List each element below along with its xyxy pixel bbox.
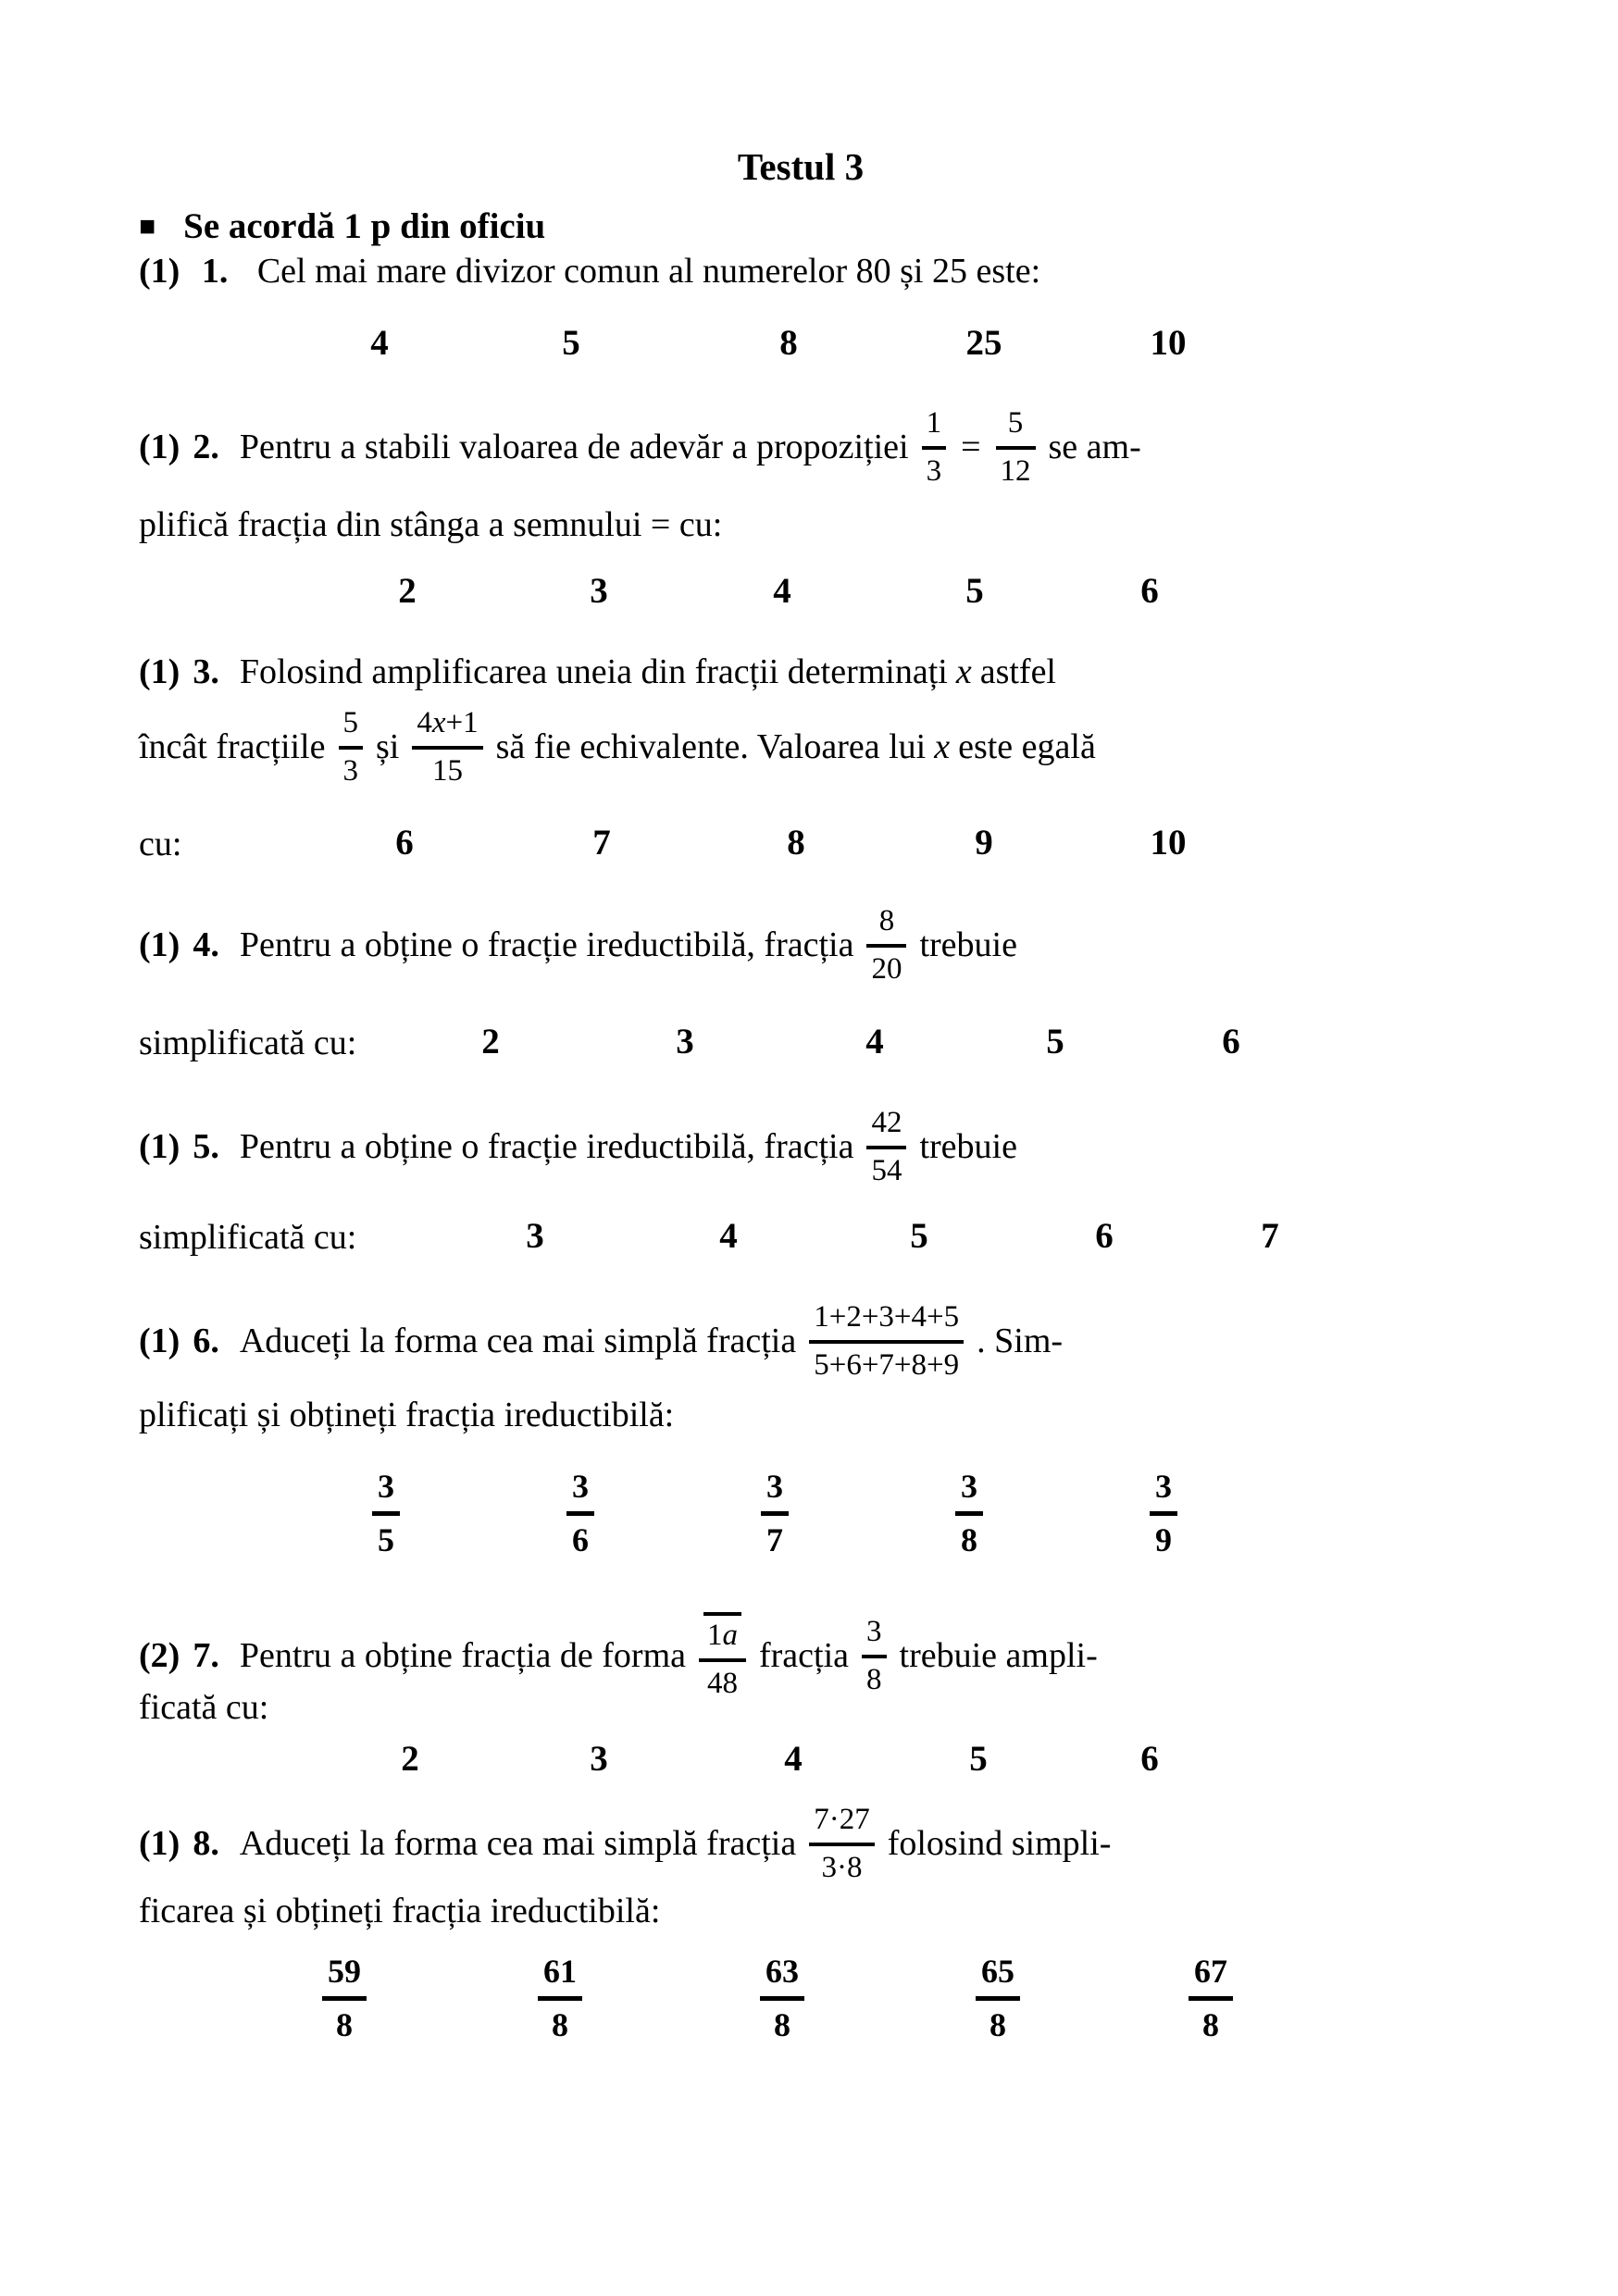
answer-option: 10 [1150, 323, 1187, 363]
answer-option: 5 [562, 323, 580, 363]
question-6-number: 6. [193, 1322, 219, 1361]
question-5-number: 5. [193, 1127, 219, 1167]
question-6-text-after: . Sim- [977, 1322, 1064, 1361]
question-1-text: Cel mai mare divizor comun al numerelor 80 și 25 este: [256, 252, 1041, 291]
answer-option: 2 [398, 571, 417, 611]
equals-sign: = [961, 428, 981, 467]
fraction-8-over-20: $\frac{8}{20}$ [866, 904, 906, 987]
question-1-options [0, 322, 1618, 378]
question-2-text-after: se am- [1048, 428, 1141, 467]
answer-option [761, 1468, 789, 1560]
question-3-points: (1) [139, 652, 180, 692]
fraction-42-over-54: $\frac{42}{54}$ [866, 1106, 906, 1189]
question-4-points: (1) [139, 925, 180, 965]
question-5-points: (1) [139, 1127, 180, 1167]
answer-option: 7 [592, 823, 611, 863]
answer-option: 8 [787, 823, 805, 863]
fraction-3-over-8: $\frac{3}{8}$ [862, 1615, 887, 1698]
answer-option: 6 [1140, 571, 1159, 611]
question-8-options [0, 1953, 1618, 2056]
fraction-1-over-3: $\frac{1}{3}$ [922, 406, 947, 490]
overline-1a: 1a [703, 1612, 741, 1654]
answer-option [322, 1953, 367, 2045]
question-3-line2-start: încât fracțiile [139, 727, 326, 767]
question-7-line-2: ficată cu: [139, 1688, 269, 1727]
question-8-text-after: folosind simpli- [887, 1824, 1112, 1864]
answer-option: 5 [969, 1739, 988, 1779]
question-2-options [0, 570, 1618, 626]
answer-option: 4 [370, 323, 389, 363]
question-6-line-2: plificați și obțineți fracția ireductibilă: [139, 1396, 675, 1434]
question-3-line-1 [139, 650, 1618, 696]
question-5-line-1 [139, 1098, 1618, 1198]
answer-option: 6 [1140, 1739, 1159, 1779]
question-4-options [0, 1021, 1618, 1076]
fraction-sum-over-sum: $\frac{1+2+3+4+5}{5+6+7+8+9}$ [809, 1300, 964, 1384]
question-4-text-after: trebuie [919, 925, 1017, 965]
question-8-text-before: Aduceți la forma cea mai simplă fracția [239, 1824, 797, 1864]
question-1-line-1 [139, 250, 1618, 294]
options-label: simplificată cu: [139, 1024, 357, 1062]
fraction-5-over-3: $\frac{5}{3}$ [339, 706, 364, 789]
answer-option: 4 [719, 1216, 738, 1256]
question-6-line-1 [139, 1290, 1618, 1394]
question-2-number: 2. [193, 428, 219, 467]
fraction-3-over-9: $\frac{3}{9}$ [1150, 1468, 1177, 1560]
answer-option: 2 [401, 1739, 419, 1779]
question-8-line-2: ficarea și obțineți fracția ireductibilă: [139, 1892, 661, 1930]
question-7-text-before: Pentru a obține fracția de forma [239, 1636, 686, 1676]
answer-option: 9 [975, 823, 993, 863]
question-7-number: 7. [193, 1636, 219, 1676]
black-square-bullet-icon: ■ [139, 210, 156, 242]
answer-option: 6 [1095, 1216, 1114, 1256]
answer-option [976, 1953, 1020, 2045]
variable-a: a [722, 1618, 738, 1652]
answer-option: 7 [1261, 1216, 1279, 1256]
question-8-points: (1) [139, 1824, 180, 1864]
question-3-text-after-var: astfel [979, 652, 1056, 692]
fraction-3-over-7: $\frac{3}{7}$ [761, 1468, 789, 1560]
answer-option: 6 [1222, 1022, 1240, 1061]
variable-x: x [934, 727, 951, 767]
answer-option: 2 [481, 1022, 500, 1061]
question-2-points: (1) [139, 428, 180, 467]
answer-option [760, 1953, 804, 2045]
answer-option: 10 [1150, 823, 1187, 863]
answer-option [566, 1468, 594, 1560]
answer-option: 25 [965, 323, 1002, 363]
question-7-points: (2) [139, 1636, 180, 1676]
notice-text: Se acordă 1 p din oficiu [183, 206, 546, 246]
question-8-line-1 [139, 1793, 1618, 1895]
options-label: simplificată cu: [139, 1218, 357, 1257]
answer-option: 4 [865, 1022, 884, 1061]
fraction-5-over-12: $\frac{5}{12}$ [996, 406, 1036, 490]
question-6-points: (1) [139, 1322, 180, 1361]
answer-option: 3 [676, 1022, 694, 1061]
question-7-text-middle: fracția [759, 1636, 850, 1676]
answer-option [955, 1468, 983, 1560]
answer-option [1189, 1953, 1233, 2045]
question-2-text-before: Pentru a stabili valoarea de adevăr a propoziției [239, 428, 909, 467]
fraction-7x27-over-3x8: $\frac{7\cdot 27}{3\cdot 8}$ [809, 1803, 875, 1886]
question-7-text-after: trebuie ampli- [899, 1636, 1098, 1676]
question-7-options [0, 1738, 1618, 1793]
question-1-number: 1. [201, 252, 229, 291]
variable-x: x [431, 706, 446, 740]
answer-option: 8 [779, 323, 798, 363]
question-2-line-1 [139, 398, 1618, 498]
fraction-59-over-8: $\frac{59}{8}$ [322, 1953, 367, 2045]
question-3-line2-middle: să fie echivalente. Valoarea lui [495, 727, 927, 767]
answer-option: 4 [784, 1739, 803, 1779]
answer-option: 3 [526, 1216, 544, 1256]
fraction-4x-plus-1-over-15: $\frac{4x+1}{15}$ [412, 706, 482, 789]
fraction-67-over-8: $\frac{67}{8}$ [1189, 1953, 1233, 2045]
answer-option: 3 [590, 571, 608, 611]
question-3-options [0, 822, 1618, 877]
question-4-line-1 [139, 896, 1618, 996]
fraction-1a-over-48: $\frac{1a}{48}$ [699, 1612, 746, 1702]
question-3-line-2 [139, 698, 1618, 798]
question-6-text-before: Aduceți la forma cea mai simplă fracția [239, 1322, 797, 1361]
conjunction-si: și [376, 727, 400, 767]
question-2-line-2: plifică fracția din stânga a semnului = cu: [139, 505, 723, 544]
fraction-65-over-8: $\frac{65}{8}$ [976, 1953, 1020, 2045]
answer-option: 4 [773, 571, 791, 611]
fraction-3-over-6: $\frac{3}{6}$ [566, 1468, 594, 1560]
question-3-line2-end: este egală [958, 727, 1096, 767]
answer-option: 5 [910, 1216, 928, 1256]
variable-x: x [955, 652, 972, 692]
page-title: Testul 3 [737, 145, 865, 188]
answer-option: 5 [1046, 1022, 1064, 1061]
answer-option [538, 1953, 582, 2045]
answer-option: 6 [395, 823, 414, 863]
answer-option: 5 [965, 571, 984, 611]
options-label: cu: [139, 825, 182, 863]
fraction-63-over-8: $\frac{63}{8}$ [760, 1953, 804, 2045]
question-4-text-before: Pentru a obține o fracție ireductibilă, fracția [239, 925, 854, 965]
notice-line [139, 205, 545, 247]
fraction-3-over-8: $\frac{3}{8}$ [955, 1468, 983, 1560]
answer-option [372, 1468, 400, 1560]
question-4-number: 4. [193, 925, 219, 965]
answer-option [1150, 1468, 1177, 1560]
fraction-61-over-8: $\frac{61}{8}$ [538, 1953, 582, 2045]
question-8-number: 8. [193, 1824, 219, 1864]
question-5-text-before: Pentru a obține o fracție ireductibilă, fracția [239, 1127, 854, 1167]
question-3-text-before-var: Folosind amplificarea uneia din fracții determinați [239, 652, 948, 692]
answer-option: 3 [590, 1739, 608, 1779]
question-3-number: 3. [193, 652, 219, 692]
question-1-points: (1) [139, 252, 180, 291]
fraction-3-over-5: $\frac{3}{5}$ [372, 1468, 400, 1560]
question-5-text-after: trebuie [919, 1127, 1017, 1167]
question-6-options [0, 1468, 1618, 1571]
question-5-options [0, 1215, 1618, 1271]
